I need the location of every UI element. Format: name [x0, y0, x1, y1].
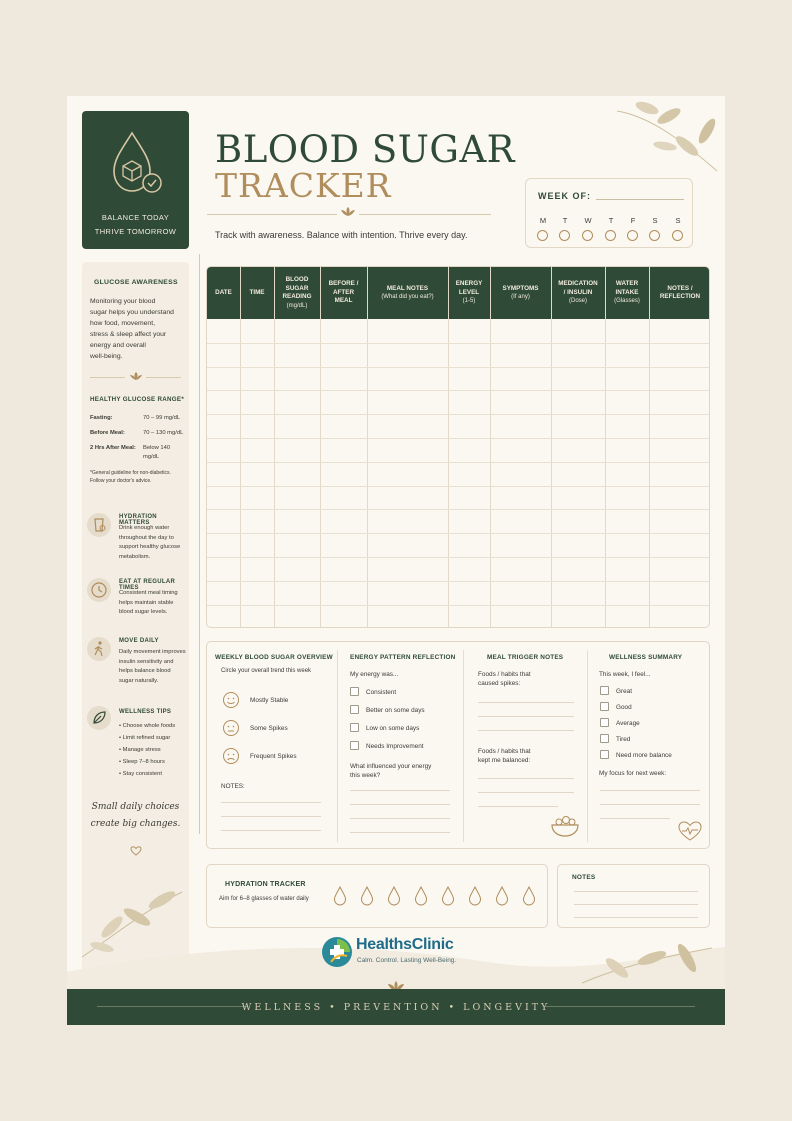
logo-line2: THRIVE TOMORROW: [94, 227, 177, 236]
overview-option: Mostly Stable: [250, 697, 289, 704]
table-col-line: [274, 267, 275, 628]
write-line[interactable]: [221, 830, 321, 831]
brand-name: HealthsClinic: [356, 936, 454, 953]
table-row: [207, 438, 710, 439]
quote-line2: create big changes.: [90, 819, 181, 829]
footer-bar: [67, 989, 725, 1025]
day-circle[interactable]: [605, 230, 616, 241]
table-col-line: [551, 267, 552, 628]
summary-title: WELLNESS SUMMARY: [609, 654, 683, 661]
day-label: F: [630, 216, 636, 225]
range-footnote: *General guideline for non-diabetics.: [90, 470, 171, 476]
leaf-decoration-icon: [577, 928, 717, 988]
water-drop-icon[interactable]: [441, 886, 455, 906]
table-row: [207, 367, 710, 368]
range-footnote: Follow your doctor's advice.: [90, 478, 152, 484]
write-line[interactable]: [478, 730, 574, 731]
table-row: [207, 581, 710, 582]
range-label: 2 Hrs After Meal:: [90, 445, 136, 451]
sidebar: [82, 262, 189, 987]
day-circle[interactable]: [649, 230, 660, 241]
write-line[interactable]: [574, 904, 698, 905]
water-drop-icon[interactable]: [360, 886, 374, 906]
water-drop-icon[interactable]: [387, 886, 401, 906]
table-col-line: [320, 267, 321, 628]
table-row: [207, 486, 710, 487]
overview-option: Some Spikes: [250, 725, 288, 732]
summary-option: Need more balance: [616, 752, 672, 759]
footer-text: WELLNESS • PREVENTION • LONGEVITY: [241, 1002, 551, 1013]
week-of-line[interactable]: [596, 199, 684, 200]
summary-checkbox[interactable]: [600, 718, 609, 727]
range-title: HEALTHY GLUCOSE RANGE*: [90, 396, 185, 403]
range-value: Below 140: [143, 445, 171, 451]
awareness-title: GLUCOSE AWARENESS: [94, 279, 178, 286]
divider: [90, 377, 125, 378]
day-circle[interactable]: [559, 230, 570, 241]
divider: [146, 377, 181, 378]
energy-checkbox[interactable]: [350, 705, 359, 714]
range-label: Before Meal:: [90, 430, 125, 436]
table-row: [207, 557, 710, 558]
logo-line1: BALANCE TODAY: [101, 213, 170, 222]
tracker-page: [67, 96, 725, 1025]
write-line[interactable]: [478, 778, 574, 779]
range-value: mg/dL: [143, 454, 160, 460]
summary-checkbox[interactable]: [600, 686, 609, 695]
hydration-subtitle: Aim for 6–8 glasses of water daily: [219, 896, 309, 902]
summary-option: Average: [616, 720, 640, 727]
table-row: [207, 533, 710, 534]
overview-title: WEEKLY BLOOD SUGAR OVERVIEW: [215, 654, 333, 661]
table-col-line: [367, 267, 368, 628]
clock-icon: [87, 578, 111, 602]
brand-tagline: Calm. Control. Lasting Well-Being.: [357, 957, 457, 964]
col-header: SYMPTOMS (If any): [502, 284, 539, 300]
col-header: NOTES / REFLECTION: [659, 284, 701, 300]
heart-pulse-icon: [677, 820, 703, 842]
page-subtitle: Track with awareness. Balance with intention. Thrive every day.: [215, 230, 468, 240]
leaf-icon: [87, 706, 111, 730]
summary-checkbox[interactable]: [600, 734, 609, 743]
weekly-cards: [206, 641, 710, 849]
overview-instruction: Circle your overall trend this week: [221, 668, 312, 674]
table-row: [207, 605, 710, 606]
tip-text: Daily movement improves insulin sensitivity and helps balance blood sugar naturally.: [119, 649, 186, 684]
divider: [359, 214, 491, 215]
table-col-line: [605, 267, 606, 628]
summary-checkbox[interactable]: [600, 750, 609, 759]
water-drop-icon[interactable]: [495, 886, 509, 906]
table-col-line: [448, 267, 449, 628]
awareness-text: Monitoring your blood sugar helps you understand how food, movement, stress & sleep affect your energy and overall well-being.: [90, 298, 174, 360]
range-value: 70 – 99 mg/dL: [143, 415, 181, 421]
tip-title: EAT AT REGULAR TIMES: [119, 579, 176, 591]
day-label: T: [608, 216, 614, 225]
water-drop-icon[interactable]: [522, 886, 536, 906]
summary-checkbox[interactable]: [600, 702, 609, 711]
day-circle[interactable]: [537, 230, 548, 241]
energy-prompt: My energy was...: [350, 671, 399, 678]
divider: [337, 650, 338, 842]
write-line[interactable]: [600, 790, 700, 791]
salad-bowl-icon: [549, 814, 581, 838]
water-drop-icon[interactable]: [414, 886, 428, 906]
energy-option: Needs Improvement: [366, 743, 424, 750]
write-line[interactable]: [350, 832, 450, 833]
logo-box: [82, 111, 189, 249]
page-title-line1: BLOOD SUGAR: [215, 128, 516, 171]
table-header: [207, 267, 710, 319]
week-of-label: WEEK OF:: [538, 191, 591, 201]
write-line[interactable]: [600, 818, 670, 819]
energy-question: this week?: [350, 772, 381, 779]
divider: [463, 650, 464, 842]
water-drop-icon[interactable]: [333, 886, 347, 906]
water-drop-icon[interactable]: [468, 886, 482, 906]
quote-line1: Small daily choices: [91, 802, 180, 812]
summary-focus: My focus for next week:: [599, 770, 667, 777]
col-header: MEDICATION / INSULIN (Dose): [558, 280, 598, 305]
sad-face-icon[interactable]: [222, 747, 240, 765]
write-line[interactable]: [574, 891, 698, 892]
tip-title: WELLNESS TIPS: [119, 709, 172, 715]
blood-drop-cube-icon: [108, 129, 164, 199]
range-value: 70 – 130 mg/dL: [143, 430, 184, 436]
divider: [587, 650, 588, 842]
hydration-tracker: [206, 864, 548, 928]
write-line[interactable]: [478, 806, 558, 807]
page-title-line2: TRACKER: [215, 166, 392, 205]
write-line[interactable]: [221, 802, 321, 803]
divider: [199, 254, 200, 834]
col-header: WATER INTAKE (Glasses): [614, 280, 640, 305]
day-label: T: [562, 216, 568, 225]
log-table: [206, 266, 710, 628]
energy-option: Low on some days: [366, 725, 420, 732]
table-row: [207, 414, 710, 415]
water-glass-icon: [87, 513, 111, 537]
energy-checkbox[interactable]: [350, 741, 359, 750]
lotus-icon: [129, 371, 143, 381]
overview-option: Frequent Spikes: [250, 753, 297, 760]
table-row: [207, 390, 710, 391]
write-line[interactable]: [478, 792, 574, 793]
notes-title: NOTES: [572, 874, 596, 881]
trigger-text: caused spikes:: [478, 680, 521, 687]
day-label: S: [675, 216, 681, 225]
day-label: M: [539, 216, 547, 225]
write-line[interactable]: [478, 702, 574, 703]
leaf-decoration-icon: [607, 96, 725, 186]
tip-title: MOVE DAILY: [119, 638, 159, 644]
summary-option: Good: [616, 704, 632, 711]
write-line[interactable]: [574, 917, 698, 918]
write-line[interactable]: [350, 790, 450, 791]
tip-text: Drink enough water throughout the day to support healthy glucose metabolism.: [119, 525, 181, 560]
table-col-line: [490, 267, 491, 628]
energy-title: ENERGY PATTERN REFLECTION: [350, 654, 456, 661]
write-line[interactable]: [221, 816, 321, 817]
day-circle[interactable]: [672, 230, 683, 241]
energy-option: Consistent: [366, 689, 397, 696]
write-line[interactable]: [478, 716, 574, 717]
neutral-face-icon[interactable]: [222, 719, 240, 737]
range-label: Fasting:: [90, 415, 113, 421]
col-header: MEAL NOTES (What did you eat?): [381, 284, 434, 300]
table-row: [207, 509, 710, 510]
walking-person-icon: [87, 637, 111, 661]
summary-option: Tired: [616, 736, 631, 743]
hydration-title: HYDRATION TRACKER: [225, 881, 306, 888]
trigger-text: Foods / habits that: [478, 748, 531, 755]
energy-option: Better on some days: [366, 707, 425, 714]
smile-face-icon[interactable]: [222, 691, 240, 709]
table-col-line: [240, 267, 241, 628]
summary-prompt: This week, I feel...: [599, 671, 651, 678]
tip-text: • Choose whole foods • Limit refined sugar • Manage stress • Sleep 7–8 hours • Stay consistent: [119, 723, 176, 777]
col-header: DATE: [215, 288, 232, 296]
table-row: [207, 462, 710, 463]
divider: [207, 214, 337, 215]
overview-notes-label: NOTES:: [221, 783, 245, 790]
energy-checkbox[interactable]: [350, 723, 359, 732]
trigger-text: kept me balanced:: [478, 757, 531, 764]
day-label: S: [652, 216, 658, 225]
energy-checkbox[interactable]: [350, 687, 359, 696]
col-header: BLOOD SUGAR READING (mg/dL): [282, 276, 312, 309]
energy-question: What influenced your energy: [350, 763, 432, 770]
day-circle[interactable]: [627, 230, 638, 241]
write-line[interactable]: [350, 804, 450, 805]
table-col-line: [649, 267, 650, 628]
day-circle[interactable]: [582, 230, 593, 241]
write-line[interactable]: [600, 804, 700, 805]
day-label: W: [584, 216, 592, 225]
col-header: ENERGY LEVEL (1-5): [455, 280, 483, 305]
trigger-text: Foods / habits that: [478, 671, 531, 678]
tip-title: HYDRATION MATTERS: [119, 514, 157, 526]
week-of-box: [525, 178, 693, 248]
col-header: TIME: [249, 288, 265, 296]
lotus-icon: [340, 206, 356, 218]
col-header: BEFORE / AFTER MEAL: [328, 280, 359, 305]
heart-icon: [130, 846, 142, 856]
trigger-title: MEAL TRIGGER NOTES: [487, 654, 564, 661]
write-line[interactable]: [350, 818, 450, 819]
summary-option: Great: [616, 688, 632, 695]
notes-box: [557, 864, 710, 928]
tip-text: Consistent meal timing helps maintain stable blood sugar levels.: [119, 590, 178, 615]
healthsclinic-logo-icon: [321, 936, 353, 968]
table-row: [207, 343, 710, 344]
